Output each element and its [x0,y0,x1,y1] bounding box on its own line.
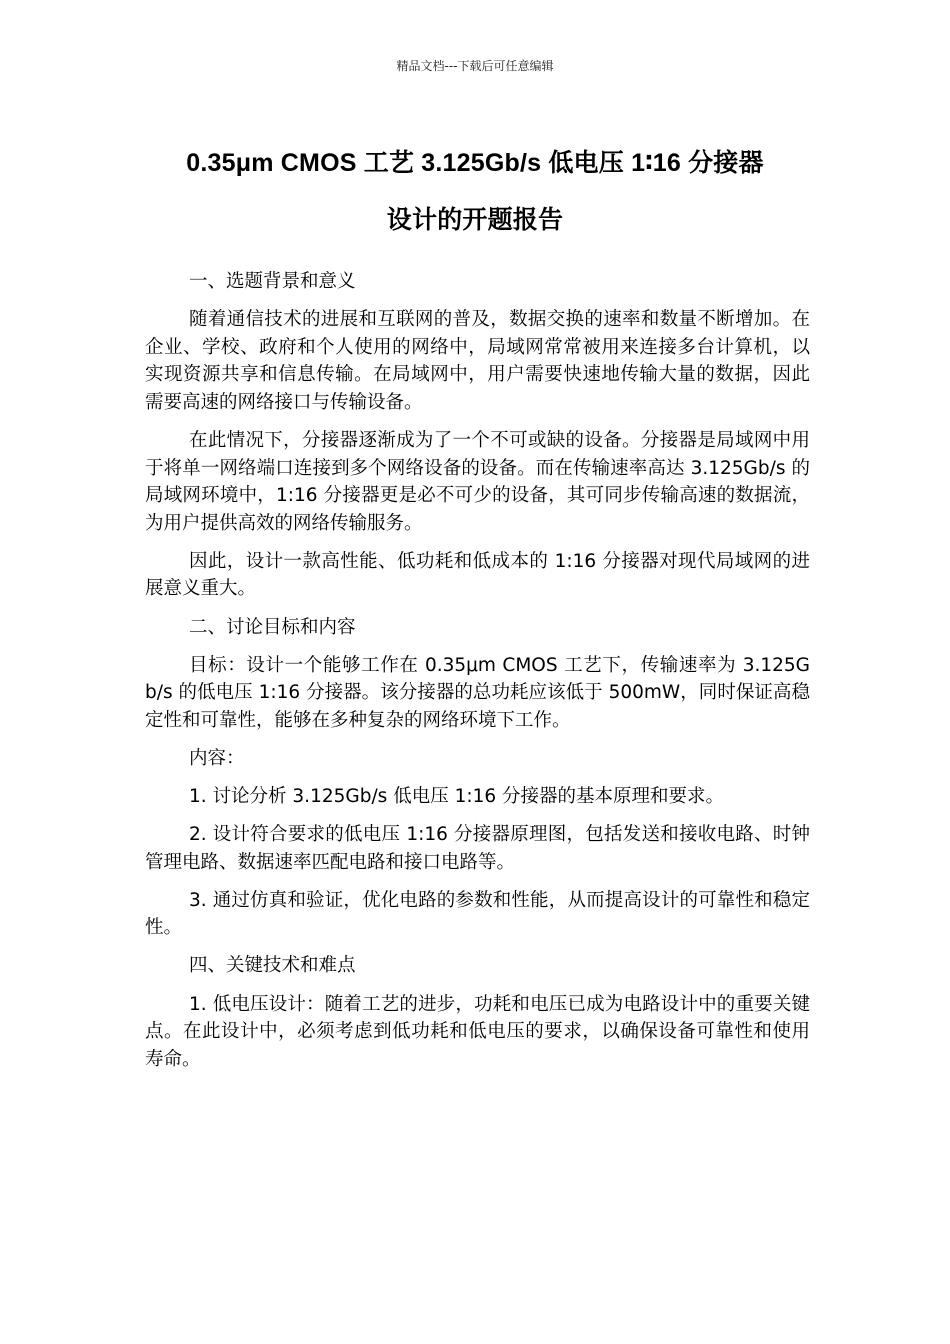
section-heading-goals: 二、讨论目标和内容 [189,616,356,638]
paragraph: 目标：设计一个能够工作在 0.35μm CMOS 工艺下，传输速率为 3.125Gb/s 的低电压 1:16 分接器。该分接器的总功耗应该低于 500mW，同时保证高稳定性和可靠性，能够在多种复杂的网络环境下工作。 [145,654,810,731]
list-item: 2. 设计符合要求的低电压 1:16 分接器原理图，包括发送和接收电路、时钟管理电路、数据速率匹配电路和接口电路等。 [145,824,810,873]
title-line-2: 设计的开题报告 [386,206,564,234]
title-line-1: 0.35μm CMOS 工艺 3.125Gb/s 低电压 1∶16 分接器 [186,149,764,177]
document-title [80,135,870,249]
list-item: 1. 讨论分析 3.125Gb/s 低电压 1:16 分接器的基本原理和要求。 [189,786,725,807]
paragraph: 随着通信技术的进展和互联网的普及，数据交换的速率和数量不断增加。在企业、学校、政府和个人使用的网络中，局域网常常被用来连接多台计算机，以实现资源共享和信息传输。在局域网中，用户需要快速地传输大量的数据，因此需要高速的网络接口与传输设备。 [145,309,810,413]
document-body [145,268,810,1084]
paragraph: 因此，设计一款高性能、低功耗和低成本的 1:16 分接器对现代局域网的进展意义重大。 [145,550,810,600]
list-item: 1. 低电压设计：随着工艺的进步，功耗和电压已成为电路设计中的重要关键点。在此设计中，必须考虑到低功耗和低电压的要求，以确保设备可靠性和使用寿命。 [145,993,810,1070]
paragraph: 在此情况下，分接器逐渐成为了一个不可或缺的设备。分接器是局域网中用于将单一网络端口连接到多个网络设备的设备。而在传输速率高达 3.125Gb/s 的局域网环境中，1:16 分接器更是必不可少的设备，其可同步传输高速的数据流，为用户提供高效的网络传输服务。 [145,429,810,534]
paragraph-label: 内容： [189,747,245,769]
list-item: 3. 通过仿真和验证，优化电路的参数和性能，从而提高设计的可靠性和稳定性。 [145,889,810,939]
page-header: 精品文档---下载后可任意编辑 [396,59,554,73]
section-heading-key-tech: 四、关键技术和难点 [189,955,356,977]
section-heading-background: 一、选题背景和意义 [189,271,356,292]
